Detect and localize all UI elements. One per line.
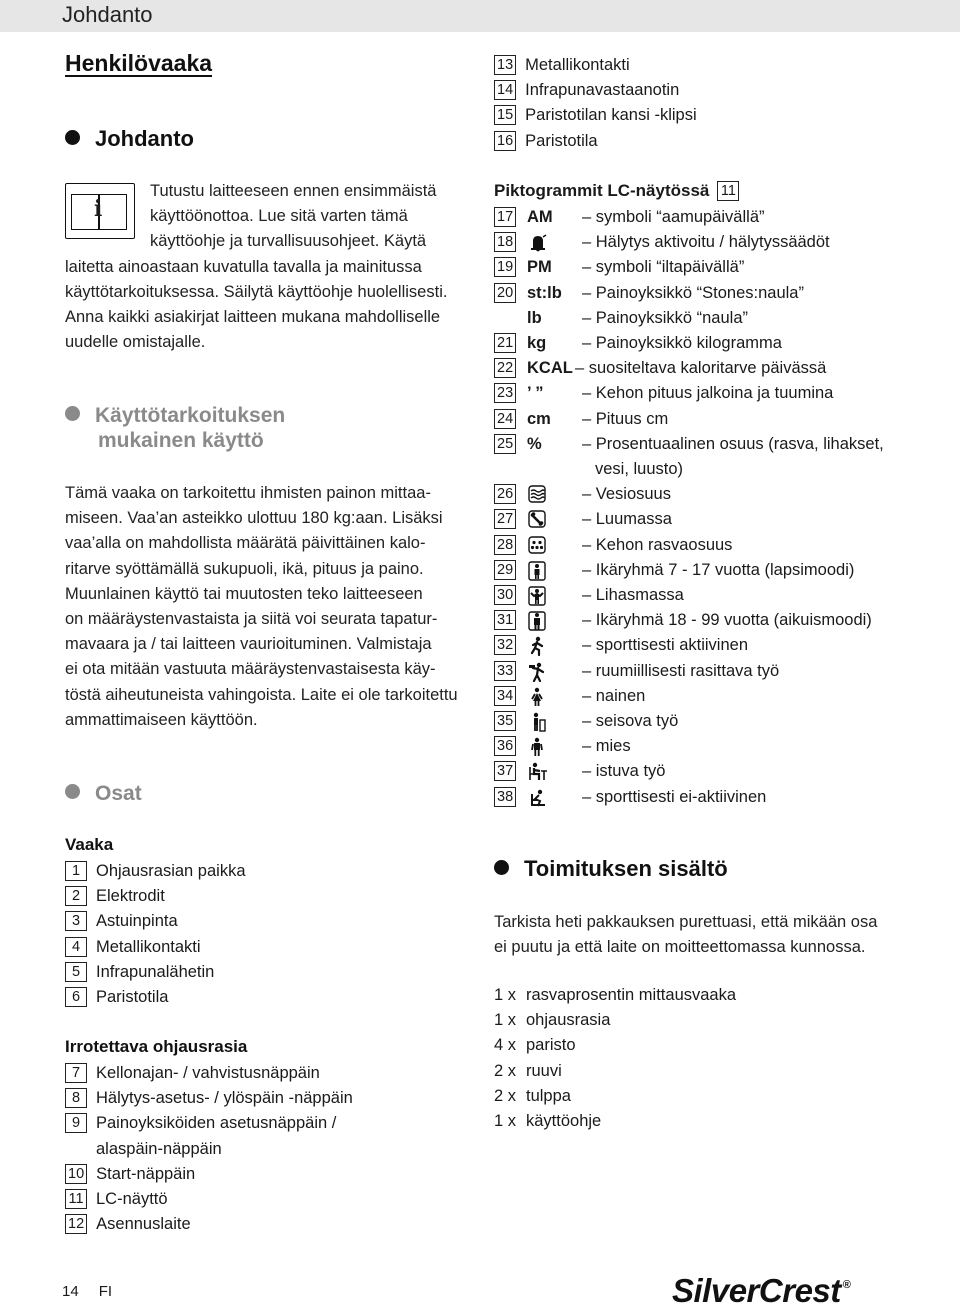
use-line: töstä aiheutuneista vahingoista. Laite ei ole tarkoitettu	[65, 685, 458, 704]
delivery-label: käyttöohje	[526, 1112, 602, 1130]
pictogram-description: – nainen	[582, 686, 646, 705]
pictogram-number: 38	[494, 787, 516, 807]
pictogram-row	[494, 585, 914, 607]
pictogram-number: 24	[494, 409, 516, 429]
pictogram-number: 28	[494, 535, 516, 555]
pictogram-row	[494, 661, 914, 683]
fat-icon	[528, 536, 548, 556]
part-label: Metallikontakti	[96, 937, 201, 956]
pictogram-title	[494, 181, 739, 201]
pictogram-number: 20	[494, 283, 516, 303]
pictogram-description: – seisova työ	[582, 712, 679, 730]
part-item	[494, 105, 697, 125]
pictogram-row	[494, 434, 914, 456]
pictogram-symbol: PM	[527, 258, 552, 277]
use-heading-line-2: mukainen käyttö	[98, 429, 264, 452]
pictogram-number: 36	[494, 736, 516, 756]
part-item	[65, 1088, 353, 1108]
pictogram-title-text: Piktogrammit LC-näytössä	[494, 181, 710, 200]
use-line: mavaara ja / tai laitteen vaurioituminen. Valmistaja	[65, 635, 432, 654]
intro-heading	[65, 126, 194, 152]
part-label: Paristotilan kansi -klipsi	[525, 106, 697, 125]
pictogram-number: 34	[494, 686, 516, 706]
bullet-icon	[65, 406, 80, 421]
sitting-icon	[528, 762, 548, 782]
delivery-label: ohjausrasia	[526, 1011, 611, 1030]
pictogram-title-ref: 11	[717, 181, 739, 201]
intro-line: uudelle omistajalle.	[65, 333, 206, 352]
pictogram-number: 18	[494, 232, 516, 252]
part-number: 4	[65, 937, 87, 957]
use-body	[65, 481, 475, 733]
delivery-heading	[494, 856, 728, 882]
pictogram-row	[494, 711, 914, 733]
pictogram-description: – sporttisesti aktiivinen	[582, 636, 748, 655]
pictogram-number: 29	[494, 560, 516, 580]
pictogram-row	[494, 610, 914, 632]
use-line: vaa’alla on mahdollista määrätä päivittäinen kalo-	[65, 534, 426, 553]
pictogram-row	[494, 787, 914, 809]
part-label: Elektrodit	[96, 887, 165, 906]
pictogram-description: – ruumiillisesti rasittava työ	[582, 661, 780, 680]
part-label: Ohjausrasian paikka	[96, 862, 246, 880]
pictogram-row	[494, 207, 914, 229]
delivery-qty: 4 x	[494, 1036, 517, 1055]
bullet-icon	[65, 784, 80, 799]
part-item	[65, 1063, 320, 1083]
part-number: 7	[65, 1063, 87, 1083]
pictogram-symbol: ’ ”	[527, 384, 544, 403]
man-icon	[528, 737, 548, 757]
pictogram-row	[494, 635, 914, 657]
intro-line: Tutustu laitteeseen ennen ensimmäistä	[150, 182, 437, 200]
delivery-item	[494, 1112, 601, 1131]
part-number: 15	[494, 105, 516, 125]
intro-line: käyttöohje ja turvallisuusohjeet. Käytä	[150, 232, 427, 251]
pictogram-description: – Painoyksikkö kilogramma	[582, 334, 782, 352]
pictogram-number: 30	[494, 585, 516, 605]
pictogram-description: – Hälytys aktivoitu / hälytyssäädöt	[582, 233, 830, 252]
pictogram-description: – istuva työ	[582, 762, 666, 781]
use-line: ammattimaiseen käyttöön.	[65, 710, 258, 729]
control-subheading: Irrotettava ohjausrasia	[65, 1037, 248, 1056]
page-lang: FI	[98, 1283, 113, 1300]
part-item	[65, 1113, 336, 1133]
use-line: on määräystenvastaista ja siitä voi seurata tapatur-	[65, 610, 438, 629]
worker-icon	[528, 662, 548, 682]
pictogram-row	[494, 358, 914, 380]
intro-line: laitetta ainoastaan kuvatulla tavalla ja mainitussa	[65, 257, 422, 276]
part-label: Painoyksiköiden asetusnäppäin /	[96, 1114, 337, 1133]
pictogram-row	[494, 308, 914, 330]
delivery-label: tulppa	[526, 1086, 571, 1105]
pictogram-number: 27	[494, 509, 516, 529]
pictogram-number: 37	[494, 761, 516, 781]
info-book-icon: i	[65, 183, 135, 239]
part-label: Infrapunavastaanotin	[525, 81, 680, 100]
part-number: 14	[494, 80, 516, 100]
part-number: 12	[65, 1214, 87, 1234]
pictogram-row	[494, 761, 914, 783]
pictogram-description: vesi, luusto)	[595, 460, 684, 478]
water-icon	[528, 485, 548, 505]
pictogram-row	[494, 409, 914, 431]
pictogram-number: 21	[494, 333, 516, 353]
pictogram-row	[494, 459, 914, 481]
woman-icon	[528, 687, 548, 707]
part-item	[65, 1139, 222, 1159]
intro-indented	[150, 179, 480, 255]
delivery-heading-text: Toimituksen sisältö	[524, 856, 728, 881]
intro-line: Anna kaikki asiakirjat laitteen mukana mahdolliselle	[65, 308, 441, 326]
part-item	[65, 911, 178, 931]
pictogram-description: – Painoyksikkö “Stones:naula”	[582, 283, 804, 302]
delivery-item	[494, 1011, 610, 1030]
scale-subheading: Vaaka	[65, 835, 114, 854]
main-title: Henkilövaaka	[65, 50, 213, 76]
part-number: 2	[65, 886, 87, 906]
parts-heading	[65, 781, 142, 806]
pictogram-description: – sporttisesti ei-aktiivinen	[582, 787, 767, 806]
pictogram-description: – suositeltava kaloritarve päivässä	[575, 359, 827, 378]
pictogram-row	[494, 383, 914, 405]
pictogram-description: – Ikäryhmä 18 - 99 vuotta (aikuismoodi)	[582, 611, 872, 630]
pictogram-number: 32	[494, 635, 516, 655]
bullet-icon	[65, 130, 80, 145]
adult-icon	[528, 611, 548, 631]
use-line: ei ota mitään vastuuta määräystenvastaisesta käy-	[65, 660, 436, 679]
delivery-item	[494, 1087, 571, 1106]
part-number: 1	[65, 861, 87, 881]
pictogram-row	[494, 560, 914, 582]
delivery-item	[494, 1062, 562, 1081]
delivery-line: Tarkista heti pakkauksen purettuasi, että mikään osa	[494, 913, 878, 931]
part-label: Paristotila	[525, 131, 598, 150]
muscle-icon	[528, 586, 548, 606]
part-item	[65, 1189, 168, 1209]
pictogram-row	[494, 686, 914, 708]
delivery-text	[494, 910, 914, 960]
part-number: 11	[65, 1189, 87, 1209]
pictogram-number: 19	[494, 257, 516, 277]
pictogram-description: – Luumassa	[582, 510, 672, 529]
pictogram-row	[494, 232, 914, 254]
part-number: 3	[65, 911, 87, 931]
pictogram-symbol: lb	[527, 308, 542, 327]
pictogram-description: – Kehon rasvaosuus	[582, 535, 733, 554]
brand-logo-text: SilverCrest	[672, 1272, 841, 1309]
pictogram-symbol: %	[527, 434, 542, 453]
use-line: ritarve syöttämällä sukupuoli, ikä, pituus ja paino.	[65, 559, 424, 578]
child-icon	[528, 561, 548, 581]
part-item	[65, 1214, 191, 1234]
delivery-qty: 1 x	[494, 1112, 517, 1130]
pictogram-description: – mies	[582, 737, 631, 756]
intro-heading-text: Johdanto	[95, 126, 194, 151]
delivery-label: paristo	[526, 1036, 576, 1055]
pictogram-description: – Lihasmassa	[582, 586, 684, 604]
part-number: 10	[65, 1164, 87, 1184]
pictogram-symbol: KCAL	[527, 359, 573, 378]
pictogram-symbol: AM	[527, 208, 553, 226]
part-item	[65, 962, 214, 982]
pictogram-number: 22	[494, 358, 516, 378]
pictogram-number: 33	[494, 661, 516, 681]
part-item	[494, 131, 598, 151]
brand-reg-mark: ®	[842, 1279, 851, 1291]
part-item	[494, 80, 679, 100]
part-number: 6	[65, 987, 87, 1007]
pictogram-row	[494, 257, 914, 279]
use-line: miseen. Vaa’an asteikko ulottuu 180 kg:aan. Lisäksi	[65, 509, 443, 528]
part-label: Kellonajan- / vahvistusnäppäin	[96, 1064, 320, 1082]
pictogram-symbol: st:lb	[527, 283, 562, 302]
pictogram-row	[494, 484, 914, 506]
pictogram-number: 31	[494, 610, 516, 630]
pictogram-description: – Prosentuaalinen osuus (rasva, lihakset,	[582, 434, 884, 453]
part-label: Asennuslaite	[96, 1215, 191, 1234]
intro-body	[65, 255, 475, 356]
bullet-icon	[494, 860, 509, 875]
part-item	[65, 886, 165, 906]
intro-line: käyttöönottoa. Lue sitä varten tämä	[150, 207, 408, 226]
part-label: LC-näyttö	[96, 1190, 168, 1208]
pictogram-symbol: cm	[527, 409, 551, 428]
part-item	[65, 861, 246, 881]
delivery-qty: 2 x	[494, 1086, 517, 1105]
delivery-qty: 2 x	[494, 1061, 517, 1080]
part-number: 8	[65, 1088, 87, 1108]
inactive-icon	[528, 788, 548, 808]
part-number: 5	[65, 962, 87, 982]
delivery-line: ei puutu ja että laite on moitteettomassa kunnossa.	[494, 938, 866, 957]
runner-icon	[528, 636, 548, 656]
pictogram-number: 25	[494, 434, 516, 454]
bell-icon	[528, 233, 548, 253]
delivery-qty: 1 x	[494, 986, 517, 1004]
delivery-label: rasvaprosentin mittausvaaka	[526, 986, 737, 1004]
pictogram-row	[494, 283, 914, 305]
pictogram-description: – symboli “iltapäivällä”	[582, 258, 745, 277]
pictogram-number: 26	[494, 484, 516, 504]
header-title: Johdanto	[62, 2, 153, 27]
use-line: Tämä vaaka on tarkoitettu ihmisten painon mittaa-	[65, 484, 431, 502]
part-label: Start-näppäin	[96, 1164, 196, 1183]
pictogram-description: – symboli “aamupäivällä”	[582, 208, 765, 226]
pictogram-row	[494, 509, 914, 531]
pictogram-description: – Vesiosuus	[582, 485, 671, 504]
part-number: 16	[494, 131, 516, 151]
pictogram-row	[494, 333, 914, 355]
use-line: Muunlainen käyttö tai muutosten teko laitteeseen	[65, 584, 423, 603]
pictogram-row	[494, 736, 914, 758]
pictogram-description: – Painoyksikkö “naula”	[582, 308, 748, 327]
brand-logo	[672, 1272, 850, 1309]
part-label: Hälytys-asetus- / ylöspäin -näppäin	[96, 1089, 353, 1108]
part-item	[65, 937, 201, 957]
part-number: 9	[65, 1113, 87, 1133]
pictogram-number: 35	[494, 711, 516, 731]
pictogram-description: – Pituus cm	[582, 409, 669, 428]
pictogram-symbol: kg	[527, 334, 547, 352]
pictogram-description: – Kehon pituus jalkoina ja tuumina	[582, 384, 834, 403]
delivery-label: ruuvi	[526, 1061, 562, 1080]
header-bar	[0, 0, 960, 32]
delivery-item	[494, 986, 736, 1005]
pictogram-number: 17	[494, 207, 516, 227]
use-heading	[65, 403, 285, 453]
delivery-item	[494, 1036, 576, 1055]
standing-icon	[528, 712, 548, 732]
pictogram-description: – Ikäryhmä 7 - 17 vuotta (lapsimoodi)	[582, 560, 855, 579]
part-number: 13	[494, 55, 516, 75]
pictogram-number: 23	[494, 383, 516, 403]
bone-icon	[528, 510, 548, 530]
part-item	[494, 55, 630, 75]
delivery-qty: 1 x	[494, 1011, 517, 1030]
part-label: Astuinpinta	[96, 912, 178, 931]
part-item	[65, 987, 168, 1007]
pictogram-row	[494, 535, 914, 557]
part-label: Metallikontakti	[525, 56, 630, 74]
part-item	[65, 1164, 195, 1184]
part-label: Paristotila	[96, 988, 169, 1006]
page-number	[62, 1283, 112, 1300]
part-label: alaspäin-näppäin	[96, 1139, 222, 1158]
intro-line: käyttötarkoituksessa. Säilytä käyttöohje huolellisesti.	[65, 282, 448, 301]
parts-heading-text: Osat	[95, 782, 142, 805]
page-number-value: 14	[62, 1283, 79, 1300]
use-heading-line-1: Käyttötarkoituksen	[95, 404, 286, 427]
part-label: Infrapunalähetin	[96, 962, 215, 981]
